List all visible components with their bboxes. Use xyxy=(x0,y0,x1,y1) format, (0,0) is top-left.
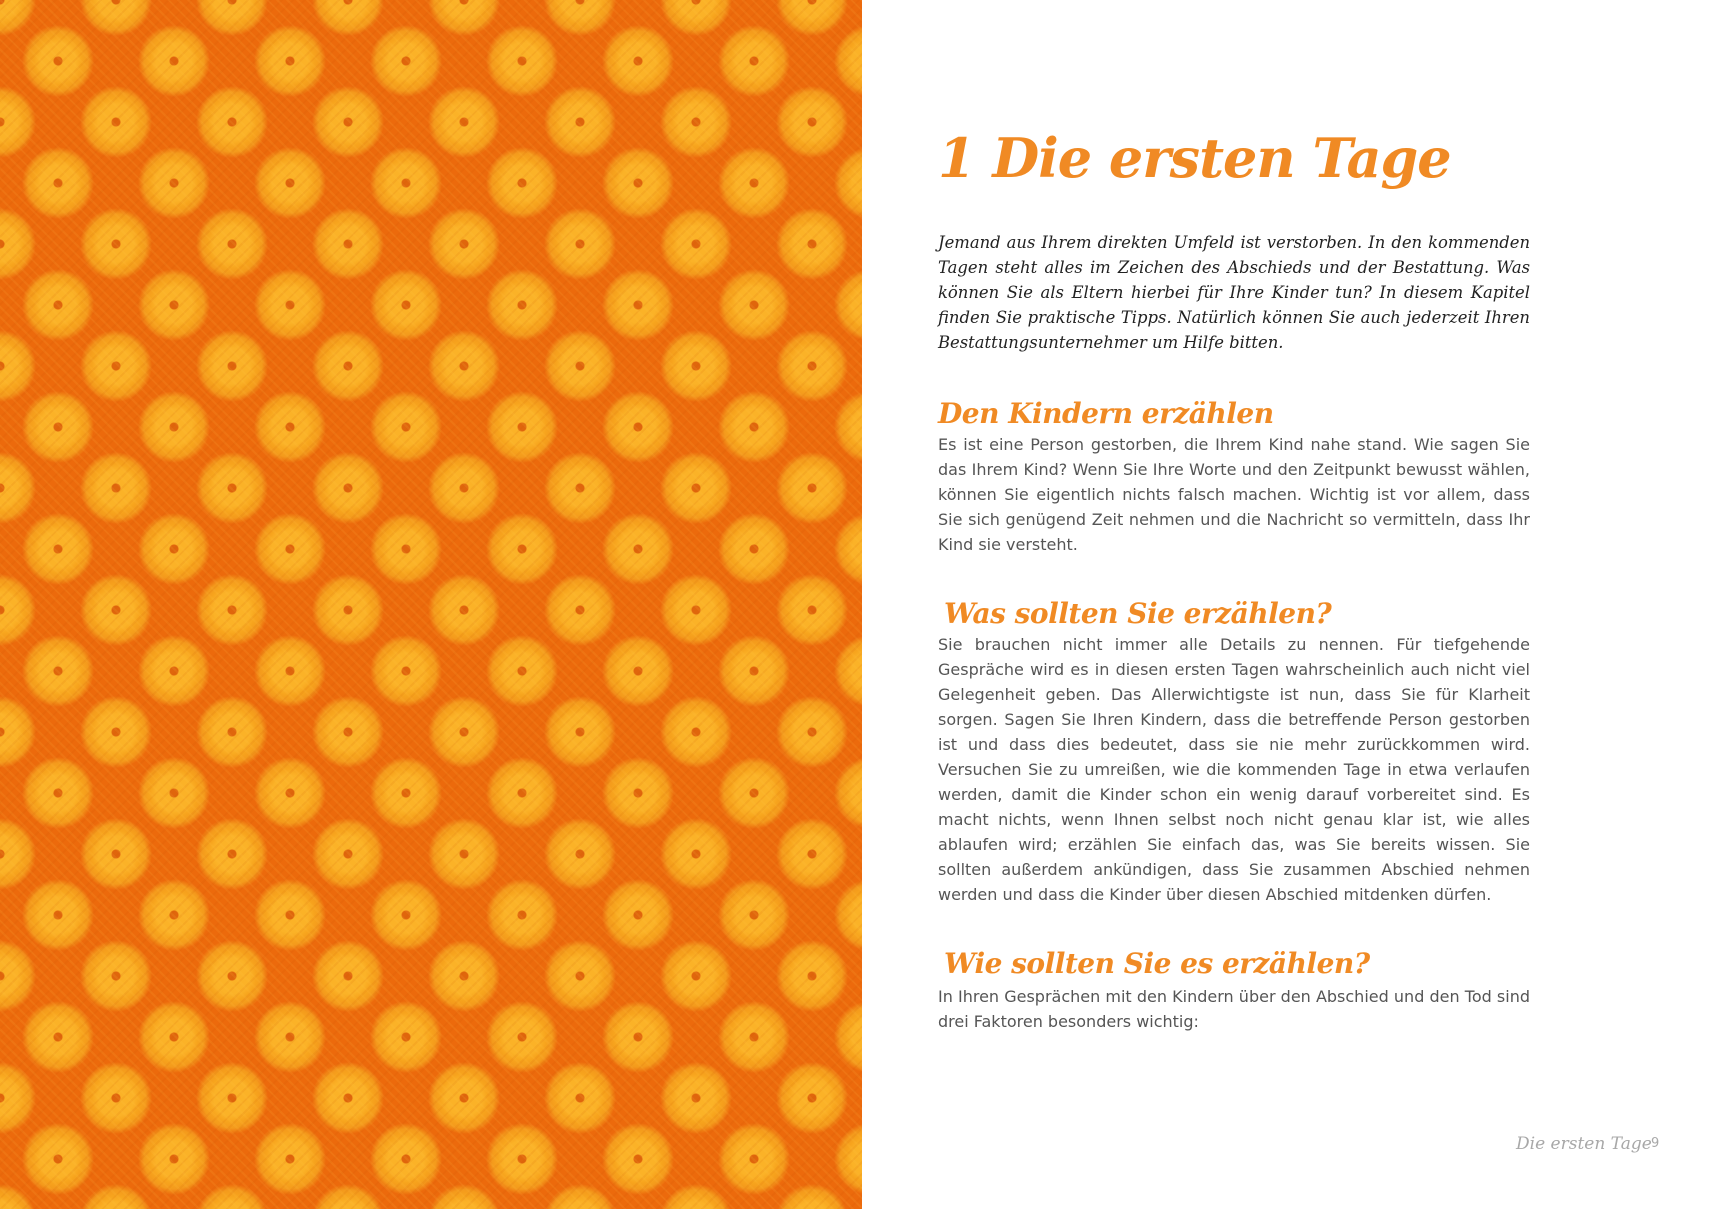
page-number: 9 xyxy=(1651,1136,1660,1151)
section-heading-den-kindern-erzaehlen: Den Kindern erzählen xyxy=(938,397,1274,430)
section-body-was-sollten-sie-erzaehlen: Sie brauchen nicht immer alle Details zu nennen. Für tiefgehende Gespräche wird es in diesen ersten Tagen wahrscheinlich auch nicht viel Gelegenheit geben. Das Allerwichtigste ist nun, dass Sie für Klarheit sorgen. Sagen Sie Ihren Kindern, dass die betreffende Person gestorben ist und dass dies bedeutet, dass sie nie mehr zurückkommen wird. Versuchen Sie zu umreißen, wie die kommenden Tage in etwa verlaufen werden, damit die Kinder schon ein wenig darauf vorbereitet sind. Es macht nichts, wenn Ihnen selbst noch nicht genau klar ist, wie alles ablaufen wird; erzählen Sie einfach das, was Sie bereits wissen. Sie sollten außerdem ankündigen, dass Sie zusammen Abschied nehmen werden und dass die Kinder über diesen Abschied mitdenken dürfen. xyxy=(938,635,1530,904)
section-body-wie-sollten-sie-es-erzaehlen: In Ihren Gesprächen mit den Kindern über den Abschied und den Tod sind drei Faktoren besonders wichtig: xyxy=(938,987,1530,1031)
section-heading-was-sollten-sie-erzaehlen: Was sollten Sie erzählen? xyxy=(944,597,1332,630)
running-footer-title: Die ersten Tage xyxy=(1516,1134,1652,1154)
section-heading-wie-sollten-sie-es-erzaehlen: Wie sollten Sie es erzählen? xyxy=(944,947,1370,980)
section-body-den-kindern-erzaehlen: Es ist eine Person gestorben, die Ihrem Kind nahe stand. Wie sagen Sie das Ihrem Kind? Wenn Sie Ihre Worte und den Zeitpunkt bewusst wählen, können Sie eigentlich nichts falsch machen. Wichtig ist vor allem, dass Sie sich genügend Zeit nehmen und die Nachricht so vermitteln, dass Ihr Kind sie versteht. xyxy=(938,435,1530,554)
chapter-intro: Jemand aus Ihrem direkten Umfeld ist verstorben. In den kommenden Tagen steht alles im Zeichen des Abschieds und der Bestattung. Was können Sie als Eltern hierbei für Ihre Kinder tun? In diesem Kapitel finden Sie praktische Tipps. Natürlich können Sie auch jederzeit Ihren Bestattungsunternehmer um Hilfe bitten. xyxy=(938,233,1530,352)
chapter-title: 1 Die ersten Tage xyxy=(938,126,1451,190)
